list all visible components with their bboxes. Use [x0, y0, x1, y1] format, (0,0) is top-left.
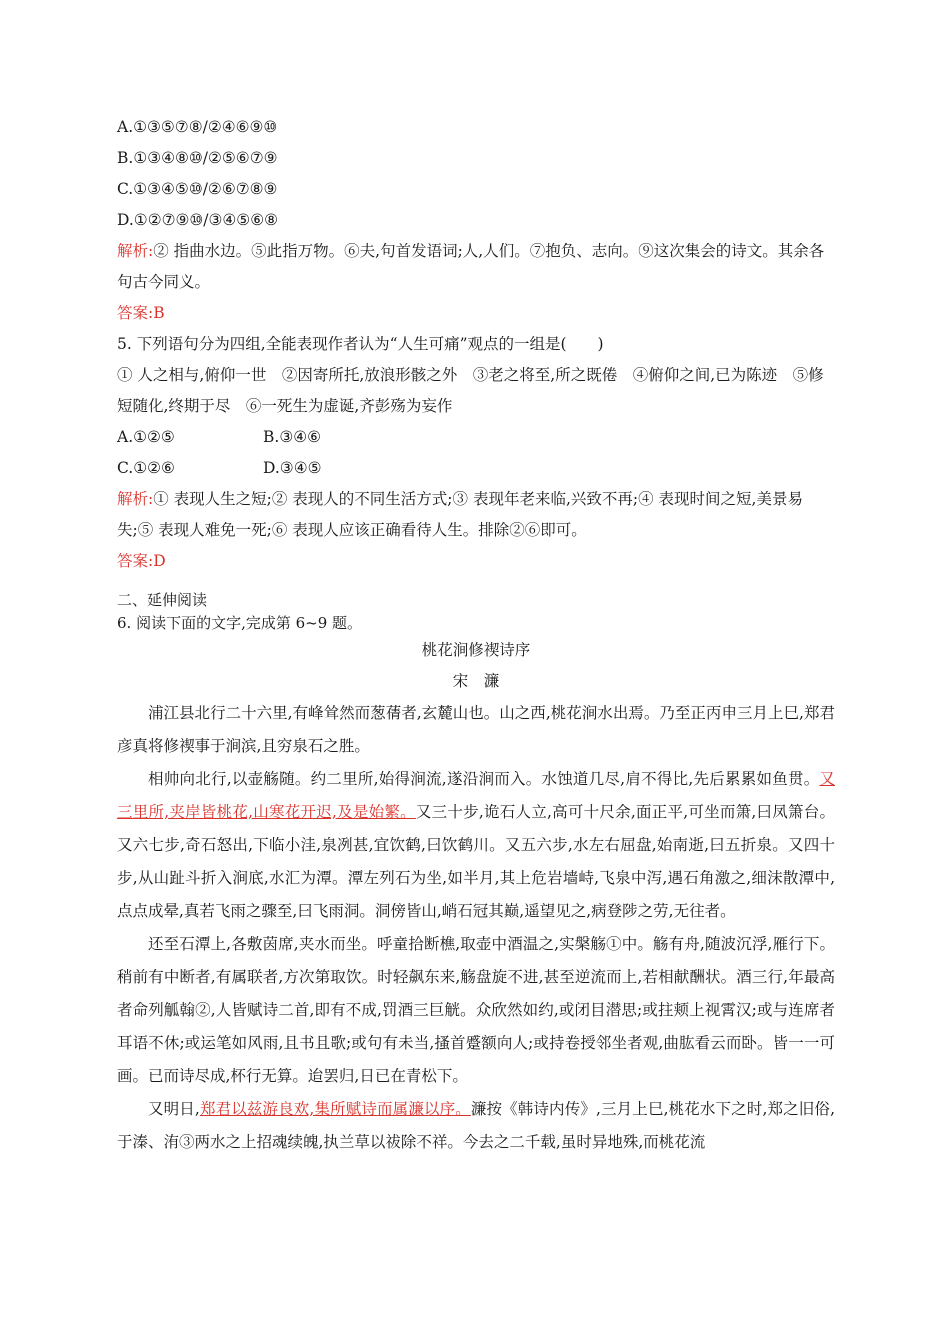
- option-b-q5: B.③④⑥: [263, 428, 322, 446]
- analysis-q5: [117, 484, 835, 546]
- question-5-items: ① 人之相与,俯仰一世 ②因寄所托,放浪形骸之外 ③老之将至,所之既倦 ④俯仰之间,已为陈迹 ⑤修短随化,终期于尽 ⑥一死生为虚诞,齐彭殇为妄作: [117, 366, 824, 415]
- question-5-options-row-1: [117, 422, 835, 453]
- p4-text-a: 又明日,: [148, 1100, 200, 1118]
- document-page: [117, 112, 835, 1159]
- option-d-q5: D.③④⑤: [263, 459, 322, 477]
- question-5-stem: 5. 下列语句分为四组,全能表现作者认为“人生可痛”观点的一组是( ): [117, 335, 604, 353]
- passage-title: 桃花涧修禊诗序: [421, 641, 531, 659]
- option-c-q4: C.①③④⑤⑩/②⑥⑦⑧⑨: [117, 180, 278, 198]
- answer-q5: [117, 546, 835, 577]
- option-a-q5: A.①②⑤: [117, 428, 175, 446]
- p2-text-a: 相帅向北行,以壶觞随。约二里所,始得涧流,遂沿涧而入。水蚀道几尽,肩不得比,先后累累如鱼贯。: [148, 770, 820, 788]
- section-heading: 二、延伸阅读: [117, 591, 208, 609]
- underlined-sentence-2: 郑君以兹游良欢,集所赋诗而属濂以序。: [199, 1100, 471, 1118]
- answer-label: 答案:: [117, 304, 154, 322]
- passage-paragraph-2: [117, 763, 835, 928]
- analysis-label: 解析:: [117, 242, 154, 260]
- passage-paragraph-4: [117, 1093, 835, 1159]
- answer-value: B: [153, 304, 165, 322]
- option-d-q4: D.①②⑦⑨⑩/③④⑤⑥⑧: [117, 211, 278, 229]
- answer-value: D: [153, 552, 166, 570]
- option-b-q4: B.①③④⑧⑩/②⑤⑥⑦⑨: [117, 149, 278, 167]
- analysis-q4: [117, 236, 835, 298]
- answer-label: 答案:: [117, 552, 154, 570]
- passage-author: 宋 濂: [452, 672, 500, 690]
- passage-paragraph-3: 还至石潭上,各敷茵席,夹水而坐。呼童拾断樵,取壶中酒温之,实槃觞①中。觞有舟,随波沉浮,雁行下。稍前有中断者,有属联者,方次第取饮。时轻飙东来,觞盘旋不进,甚至逆流而上,若相献酬状。酒三行,年最高者命列觚翰②,人皆赋诗二首,即有不成,罚酒三巨觥。众欣然如约,或闭目潜思;或拄颊上视霄汉;或与连席者耳语不休;或运笔如风雨,且书且歌;或句有未当,搔首蹙额向人;或持卷授邻坐者观,曲肱看云而卧。皆一一可画。已而诗尽成,杯行无算。迨罢归,日已在青松下。: [117, 935, 835, 1085]
- answer-q4: [117, 298, 835, 329]
- question-5-options-row-2: [117, 453, 835, 484]
- passage-paragraph-1: 浦江县北行二十六里,有峰耸然而葱蒨者,玄麓山也。山之西,桃花涧水出焉。乃至正丙申三月上巳,郑君彦真将修禊事于涧滨,且穷泉石之胜。: [117, 704, 835, 755]
- p4-text-b: 濂按《韩诗内传》,三月上巳,桃花水下之时,郑之旧俗,于溱、洧③两水之上招魂续魄,执兰草以祓除不祥。今去之二千载,虽时异地殊,而桃花流: [117, 1100, 835, 1151]
- option-c-q5: C.①②⑥: [117, 459, 175, 477]
- analysis-text: ① 表现人生之短;② 表现人的不同生活方式;③ 表现年老来临,兴致不再;④ 表现时间之短,美景易失;⑤ 表现人难免一死;⑥ 表现人应该正确看待人生。排除②⑥即可。: [117, 490, 803, 539]
- analysis-text: ② 指曲水边。⑤此指万物。⑥夫,句首发语词;人,人们。⑦抱负、志向。⑨这次集会的诗文。其余各句古今同义。: [117, 242, 825, 291]
- underlined-sentence-1: 又三里所,夹岸皆桃花,山寒花开迟,及是始繁。: [117, 770, 835, 821]
- reading-instruction: 6. 阅读下面的文字,完成第 6~9 题。: [117, 614, 363, 632]
- option-a-q4: A.①③⑤⑦⑧/②④⑥⑨⑩: [117, 118, 278, 136]
- p2-text-b: 又三十步,诡石人立,高可十尺余,面正平,可坐而箫,曰凤箫台。又六七步,奇石怒出,下临小洼,泉冽甚,宜饮鹤,曰饮鹤川。又五六步,水左右屈盘,始南逝,曰五折泉。又四十步,从山趾斗折入涧底,水汇为潭。潭左列石为坐,如半月,其上危岩墙峙,飞泉中泻,遇石角激之,细沫散潭中,点点成晕,真若飞雨之骤至,曰飞雨洞。洞傍皆山,峭石冠其巅,遥望见之,病登陟之劳,无往者。: [117, 803, 835, 920]
- analysis-label: 解析:: [117, 490, 154, 508]
